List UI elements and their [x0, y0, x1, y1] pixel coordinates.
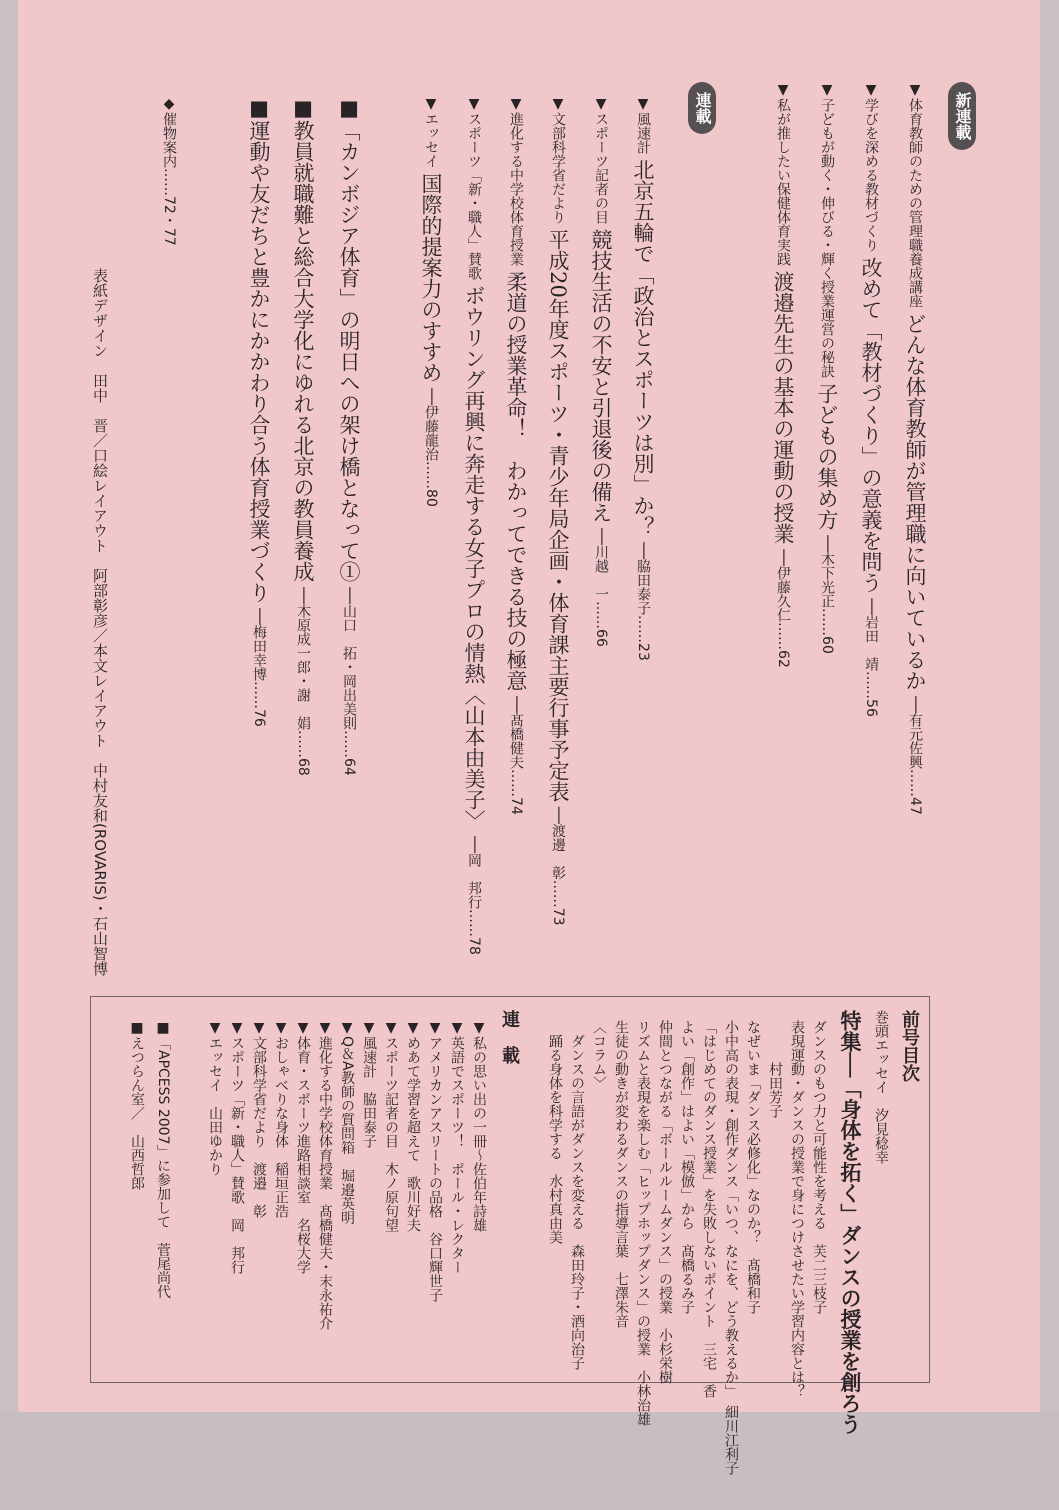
article-author: ──伊藤久仁……62 — [775, 549, 791, 668]
article-author: ──伊藤龍治……80 — [423, 388, 439, 507]
new-series-item[interactable] — [772, 82, 793, 668]
prev-toc-line: ■えつらん室／ 山西哲郎 — [129, 1020, 145, 1190]
prev-series-heading: 連 載 — [499, 1010, 520, 1064]
previous-issue-heading: 前号目次 — [899, 1010, 920, 1082]
series-item[interactable] — [632, 96, 653, 661]
new-series-item[interactable] — [816, 82, 837, 654]
article-author: ──梅田幸博……76 — [251, 608, 267, 727]
series-item[interactable] — [463, 96, 484, 955]
series-label: ▼進化する中学校体育授業 — [508, 96, 524, 266]
prev-toc-line: ダンスの言語がダンスを変える 森田玲子・酒向治子 — [569, 1020, 585, 1370]
series-label: ▼スポーツ「新・職人」賛歌 — [466, 96, 482, 280]
prev-toc-line: ▼おしゃべりな身体 稲垣正浩 — [273, 1020, 289, 1218]
article-author: ──有元佐興……47 — [907, 696, 923, 815]
article-author: ──脇田泰子……23 — [635, 542, 651, 661]
new-series-heading: 新連載 — [948, 82, 976, 150]
prev-toc-line: 仲間とつながる「ボールルームダンス」の授業 小杉栄樹 — [657, 1020, 673, 1384]
prev-toc-line: ▼風速計 脇田泰子 — [361, 1020, 377, 1148]
series-heading: 連載 — [688, 82, 716, 134]
prev-toc-line: ▼英語でスポーツ！ ポール・レクター — [449, 1020, 465, 1274]
article-author: ──川越 一……66 — [593, 528, 609, 647]
article-title: どんな体育教師が管理職に向いているか — [903, 313, 927, 692]
prev-toc-line: ▼アメリカンアスリートの品格 谷口輝世子 — [427, 1020, 443, 1302]
feature-item[interactable] — [292, 96, 313, 776]
article-title: 子どもの集め方 — [815, 383, 839, 531]
prev-toc-line: ▼私の思い出の一冊〜佐伯年詩雄 — [471, 1020, 487, 1232]
article-author: ──髙橋健夫……74 — [508, 696, 524, 815]
series-item[interactable] — [547, 96, 568, 926]
prev-feature-title: 特集──「身体を拓く」ダンスの授業を創ろう — [838, 1010, 863, 1435]
prev-toc-line: 〈コラム〉 — [591, 1020, 607, 1090]
series-item[interactable] — [505, 96, 526, 815]
feature-item[interactable] — [338, 96, 359, 776]
prev-toc-line: なぜいま「ダンス必修化」なのか？ 髙橋和子 — [745, 1020, 761, 1314]
prev-toc-line: ▼進化する中学校体育授業 髙橋健夫・末永祐介 — [317, 1020, 333, 1330]
prev-toc-line: 「はじめてのダンス授業」を失敗しないポイント 三宅 香 — [701, 1020, 717, 1398]
prev-toc-line: ▼体育・スポーツ進路相談室 名桜大学 — [295, 1020, 311, 1274]
article-title: 渡邉先生の基本の運動の授業 — [771, 271, 795, 545]
prev-toc-line: ■「APCESS 2007」に参加して 菅尾尚代 — [155, 1020, 171, 1299]
article-title: ■「カンボジア体育」の明日への架け橋となって① — [337, 96, 361, 582]
prev-toc-line: 巻頭エッセイ 汐見稔幸 — [873, 1010, 889, 1164]
prev-toc-line: ▼エッセイ 山田ゆかり — [207, 1020, 223, 1176]
series-label: ▼文部科学省だより — [550, 96, 566, 224]
article-author: ──山口 拓・岡出美則……64 — [341, 587, 357, 776]
feature-item[interactable] — [248, 96, 269, 727]
prev-toc-line: ▼スポーツ記者の目 木ノ原句望 — [383, 1020, 399, 1232]
article-title: 北京五輪で「政治とスポーツは別」か？ — [631, 159, 655, 538]
article-title: 柔道の授業革命！ わかってできる技の極意 — [504, 271, 528, 692]
article-title: 平成20年度スポーツ・青少年局企画・体育課主要行事予定表 — [546, 229, 570, 802]
series-label: ▼エッセイ — [423, 96, 439, 168]
article-author: ──渡邊 彰……73 — [550, 806, 566, 926]
prev-toc-line: 表現運動・ダンスの授業で身につけさせたい学習内容とは？ — [789, 1020, 805, 1398]
series-item[interactable] — [590, 96, 611, 647]
series-label: ▼スポーツ記者の目 — [593, 96, 609, 224]
prev-toc-line: 生徒の動きが変わるダンスの指導言葉 七澤朱音 — [613, 1020, 629, 1328]
article-author: ──岩田 靖……56 — [863, 598, 879, 717]
prev-toc-line: ▼文部科学省だより 渡邉 彰 — [251, 1020, 267, 1218]
series-label: ▼体育教師のための管理職養成講座 — [907, 82, 923, 308]
article-title: 国際的提案力のすすめ — [419, 173, 443, 384]
prev-toc-line: ダンスのもつ力と可能性を考える 芙二三枝子 — [811, 1020, 827, 1314]
prev-toc-line: よい「創作」はよい「模倣」から 髙橋るみ子 — [679, 1020, 695, 1314]
article-title: ボウリング再興に奔走する女子プロの情熱〈山本由美子〉 — [462, 285, 486, 832]
prev-toc-line: リズムと表現を楽しむ「ヒップホップダンス」の授業 小林治雄 — [635, 1020, 651, 1426]
events-item[interactable]: ◆催物案内……72・77 — [161, 96, 177, 246]
series-label: ▼風速計 — [635, 96, 651, 154]
scan-margin — [0, 1412, 1059, 1510]
article-author: ──木下光正……60 — [819, 535, 835, 654]
prev-toc-line: 踊る身体を科学する 水村真由美 — [547, 1020, 563, 1244]
article-title: ■運動や友だちと豊かにかかわり合う体育授業づくり — [247, 96, 271, 603]
new-series-item[interactable] — [904, 82, 925, 815]
prev-toc-line: ▼めあて学習を超えて 歌川好夫 — [405, 1020, 421, 1232]
article-author: ──木原成一郎・謝 娟……68 — [295, 587, 311, 776]
article-title: ■教員就職難と総合大学化にゆれる北京の教員養成 — [291, 96, 315, 582]
credits: 表紙デザイン 田中 晋／口絵レイアウト 阿部彰彦／本文レイアウト 中村友和(ROVARIS)・石山智博 — [91, 268, 109, 976]
prev-toc-line: ▼Q＆A教師の質問箱 堀邉英明 — [339, 1020, 355, 1225]
series-label: ▼私が推したい保健体育実践 — [775, 82, 791, 266]
prev-toc-line: 村田芳子 — [767, 1020, 783, 1118]
prev-toc-line: ▼スポーツ「新・職人」賛歌 岡 邦行 — [229, 1020, 245, 1274]
prev-toc-line: 小中高の表現・創作ダンス「いつ、なにを、どう教えるか」 細川江利子 — [723, 1020, 739, 1475]
article-title: 改めて「教材づくり」の意義を問う — [859, 257, 883, 594]
article-title: 競技生活の不安と引退後の備え — [589, 229, 613, 524]
series-label: ▼学びを深める教材づくり — [863, 82, 879, 252]
series-item[interactable] — [420, 96, 441, 507]
series-label: ▼子どもが動く・伸びる・輝く授業運営の秘訣 — [819, 82, 835, 378]
new-series-item[interactable] — [860, 82, 881, 717]
article-author: ──岡 邦行……78 — [466, 836, 482, 955]
